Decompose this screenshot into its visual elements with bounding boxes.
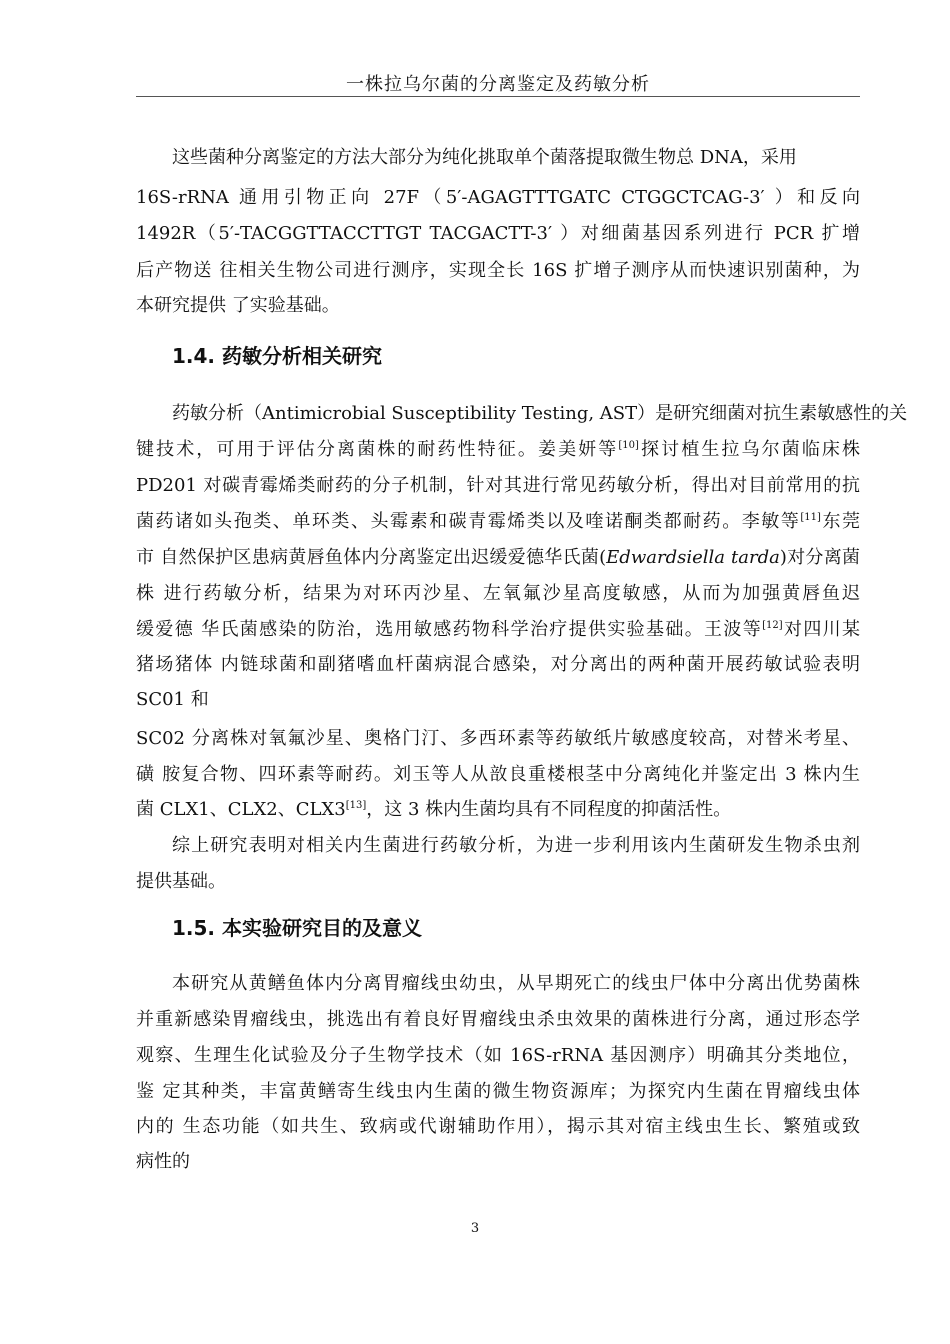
paragraph-line: 这些菌种分离鉴定的方法大部分为纯化挑取单个菌落提取微生物总 DNA，采用 [172, 147, 797, 168]
paragraph-line: 磺 胺复合物、四环素等耐药。刘玉等人从敨良重楼根茎中分离纯化并鉴定出 3 株内生 [136, 764, 860, 785]
paragraph-line [136, 546, 860, 570]
paragraph-line: 鉴 定其种类，丰富黄鳝寄生线虫内生菌的微生物资源库；为探究内生菌在胃瘤线虫体 [136, 1081, 860, 1102]
paragraph-line [136, 618, 860, 642]
text-run: 菌药诸如头孢类、单环类、头霉素和碳青霉烯类以及喹诺酮类都耐药。李敏等 [136, 511, 801, 532]
text-run: 东莞 [820, 511, 861, 532]
paragraph-line: SC01 和 [136, 689, 209, 710]
paragraph-line: SC02 分离株对氧氟沙星、奥格门汀、多西环素等药敏纸片敏感度较高，对替米考星、 [136, 728, 860, 749]
citation-ref: [10] [618, 440, 639, 451]
paragraph-line: 内的 生态功能（如共生、致病或代谢辅助作用），揭示其对宿主线虫生长、繁殖或致 [136, 1116, 860, 1137]
paragraph-line: 病性的 [136, 1151, 190, 1172]
paragraph-line: 并重新感染胃瘤线虫，挑选出有着良好胃瘤线虫杀虫效果的菌株进行分离，通过形态学 [136, 1009, 860, 1030]
citation-ref: [13] [345, 800, 367, 811]
species-name: Edwardsiella tarda [606, 547, 780, 568]
running-header-title: 一株拉乌尔菌的分离鉴定及药敏分析 [346, 74, 650, 95]
text-run: 菌 CLX1、CLX2、CLX3 [136, 799, 346, 820]
paragraph-line: 1492R（5′-TACGGTTACCTTGT TACGACTT-3′ ）对细菌基因系列进行 PCR 扩增 [136, 223, 860, 244]
paragraph-line: 本研究从黄鳝鱼体内分离胃瘤线虫幼虫，从早期死亡的线虫尸体中分离出优势菌株 [172, 973, 860, 994]
paragraph-line: PD201 对碳青霉烯类耐药的分子机制，针对其进行常见药敏分析，得出对目前常用的抗 [136, 475, 860, 496]
text-run: 缓爱德 华氏菌感染的防治，选用敏感药物科学治疗提供实验基础。王波等 [136, 619, 763, 640]
paragraph-line: 观察、生理生化试验及分子生物学技术（如 16S-rRNA 基因测序）明确其分类地位， [136, 1045, 860, 1066]
text-run: 对四川某 [782, 619, 861, 640]
paragraph-line: 药敏分析（Antimicrobial Susceptibility Testing, AST）是研究细菌对抗生素敏感性的关 [172, 403, 908, 424]
paragraph-line [136, 510, 860, 534]
text-run: 市 自然保护区患病黄唇鱼体内分离鉴定出迟缓爱德华氏菌( [136, 547, 607, 568]
section-heading-1-4: 1.4. 药敏分析相关研究 [172, 344, 382, 368]
paragraph-line: 株 进行药敏分析，结果为对环丙沙星、左氧氟沙星高度敏感，从而为加强黄唇鱼迟 [136, 583, 860, 604]
paragraph-line [136, 798, 860, 822]
header-rule [136, 96, 860, 97]
text-run: )对分离菌 [779, 547, 860, 568]
paragraph-line: 猪场猪体 内链球菌和副猪嗜血杆菌病混合感染，对分离出的两种菌开展药敏试验表明 [136, 654, 860, 675]
citation-ref: [11] [800, 512, 821, 523]
text-run: ，这 3 株内生菌均具有不同程度的抑菌活性。 [366, 799, 732, 820]
paragraph-line: 16S-rRNA 通用引物正向 27F（5′-AGAGTTTGATC CTGGCTCAG-3′ ）和反向 [136, 187, 860, 208]
paragraph-line: 综上研究表明对相关内生菌进行药敏分析，为进一步利用该内生菌研发生物杀虫剂 [172, 835, 860, 856]
paragraph-line: 本研究提供 了实验基础。 [136, 295, 340, 316]
page-number: 3 [470, 1221, 480, 1236]
text-run: 键技术，可用于评估分离菌株的耐药性特征。姜美妍等 [136, 439, 619, 460]
text-run: 探讨植生拉乌尔菌临床株 [638, 439, 861, 460]
paragraph-line [136, 438, 860, 462]
citation-ref: [12] [762, 620, 783, 631]
section-heading-1-5: 1.5. 本实验研究目的及意义 [172, 916, 422, 940]
paragraph-line: 提供基础。 [136, 871, 226, 892]
paragraph-line: 后产物送 往相关生物公司进行测序，实现全长 16S 扩增子测序从而快速识别菌种，为 [136, 260, 860, 281]
